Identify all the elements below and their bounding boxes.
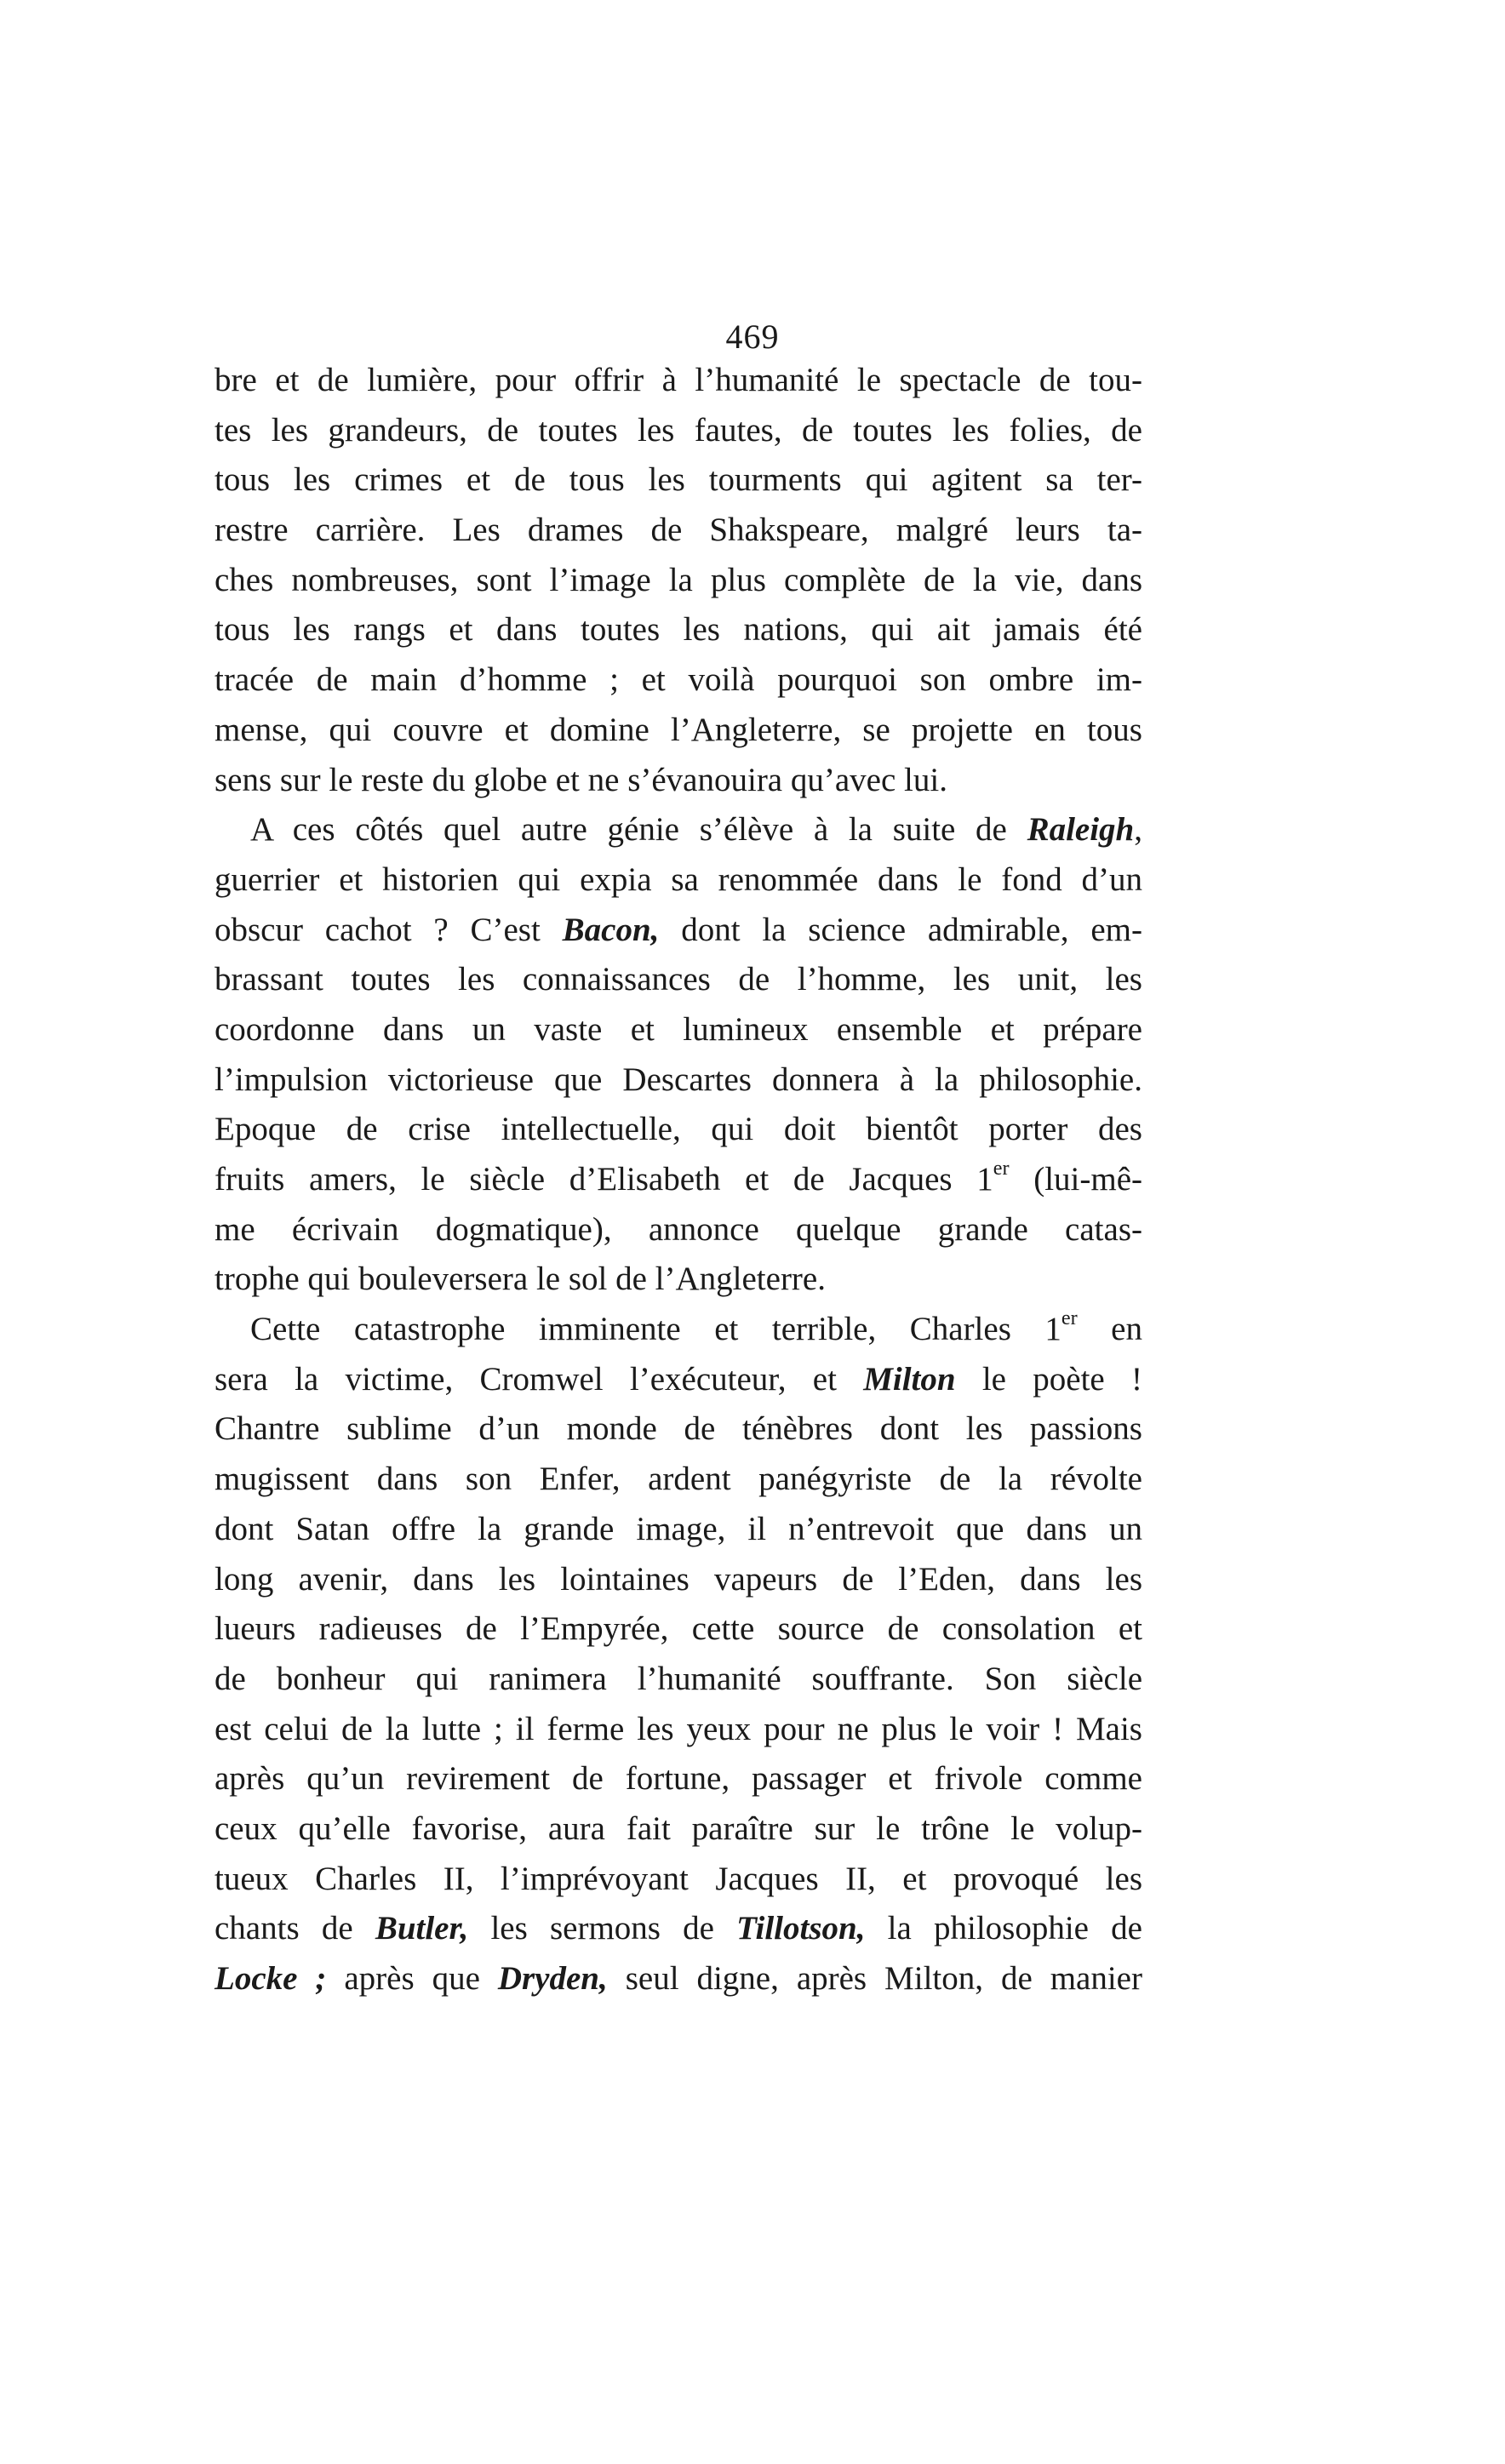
text-run: dont la science admirable, em- <box>659 911 1142 948</box>
superscript: er <box>1061 1306 1078 1329</box>
text-line: coordonne dans un vaste et lumineux ensemble et prépare <box>215 1010 1142 1048</box>
text-line: ches nombreuses, sont l’image la plus complète de la vie, dans <box>215 561 1142 598</box>
text-line: restre carrière. Les drames de Shakspeare, malgré leurs ta- <box>215 512 1142 549</box>
italic-name: Locke ; <box>215 1960 327 1997</box>
text-line <box>215 805 1142 855</box>
text-line: tes les grandeurs, de toutes les fautes, de toutes les folies, de <box>215 411 1142 449</box>
text-run: après que <box>326 1960 498 1997</box>
text-run: le poète ! <box>955 1360 1142 1398</box>
text-line <box>215 906 1142 956</box>
text-line: tracée de main d’homme ; et voilà pourquoi son ombre im- <box>215 661 1142 699</box>
text-line: trophe qui bouleversera le sol de l’Angleterre. <box>215 1261 826 1298</box>
text-line <box>215 1155 1142 1205</box>
text-line: l’impulsion victorieuse que Descartes donnera à la philosophie. <box>215 1060 1142 1098</box>
text-line: après qu’un revirement de fortune, passager et frivole comme <box>215 1760 1142 1798</box>
text-line: de bonheur qui ranimera l’humanité souffrante. Son siècle <box>215 1660 1142 1697</box>
superscript: er <box>993 1156 1010 1180</box>
text-run: en <box>1077 1311 1142 1348</box>
text-run: la philosophie de <box>865 1910 1142 1947</box>
text-run: obscur cachot ? C’est <box>215 911 563 948</box>
text-run: A ces côtés quel autre génie s’élève à la suite de <box>250 811 1027 849</box>
text-line: Chantre sublime d’un monde de ténèbres dont les passions <box>215 1410 1142 1448</box>
text-run: Cette catastrophe imminente et terrible, Charles 1 <box>250 1311 1062 1348</box>
text-line: Epoque de crise intellectuelle, qui doit bientôt porter des <box>215 1111 1142 1148</box>
text-run: sera la victime, Cromwel l’exécuteur, et <box>215 1360 864 1398</box>
text-line: lueurs radieuses de l’Empyrée, cette source de consolation et <box>215 1610 1142 1648</box>
text-run: , <box>1134 811 1142 849</box>
text-line: tous les rangs et dans toutes les nations, qui ait jamais été <box>215 611 1142 649</box>
text-line: est celui de la lutte ; il ferme les yeux pour ne plus le voir ! Mais <box>215 1710 1142 1747</box>
text-run: fruits amers, le siècle d’Elisabeth et de Jacques 1 <box>215 1161 993 1198</box>
text-line: brassant toutes les connaissances de l’homme, les unit, les <box>215 961 1142 998</box>
text-run: (lui-mê- <box>1009 1161 1142 1198</box>
text-run: chants de <box>215 1910 375 1947</box>
italic-name: Butler, <box>375 1910 469 1947</box>
italic-name: Milton <box>863 1360 956 1398</box>
text-line: dont Satan offre la grande image, il n’entrevoit que dans un <box>215 1510 1142 1547</box>
text-run: les sermons de <box>468 1910 737 1947</box>
text-line <box>215 1355 1142 1405</box>
text-run: seul digne, après Milton, de manier <box>607 1960 1142 1997</box>
text-line: tueux Charles II, l’imprévoyant Jacques II, et provoqué les <box>215 1860 1142 1897</box>
text-line: mense, qui couvre et domine l’Angleterre, se projette en tous <box>215 711 1142 748</box>
text-line <box>215 1904 1142 1954</box>
italic-name: Raleigh <box>1027 811 1135 849</box>
text-line: ceux qu’elle favorise, aura fait paraître sur le trône le volup- <box>215 1809 1142 1847</box>
text-line <box>215 1305 1142 1355</box>
text-line: long avenir, dans les lointaines vapeurs de l’Eden, dans les <box>215 1560 1142 1598</box>
text-line: sens sur le reste du globe et ne s’évanouira qu’avec lui. <box>215 761 947 798</box>
text-line: bre et de lumière, pour offrir à l’humanité le spectacle de tou- <box>215 362 1142 398</box>
text-line: guerrier et historien qui expia sa renommée dans le fond d’un <box>215 860 1142 898</box>
text-line: tous les crimes et de tous les tourments qui agitent sa ter- <box>215 461 1142 499</box>
italic-name: Tillotson, <box>736 1910 866 1947</box>
body-text <box>215 356 1142 2004</box>
italic-name: Dryden, <box>497 1960 608 1997</box>
italic-name: Bacon, <box>562 911 660 948</box>
text-line <box>215 1954 1142 2004</box>
page-number: 469 <box>725 317 780 356</box>
text-line: mugissent dans son Enfer, ardent panégyriste de la révolte <box>215 1461 1142 1498</box>
text-line: me écrivain dogmatique), annonce quelque grande catas- <box>215 1210 1142 1248</box>
